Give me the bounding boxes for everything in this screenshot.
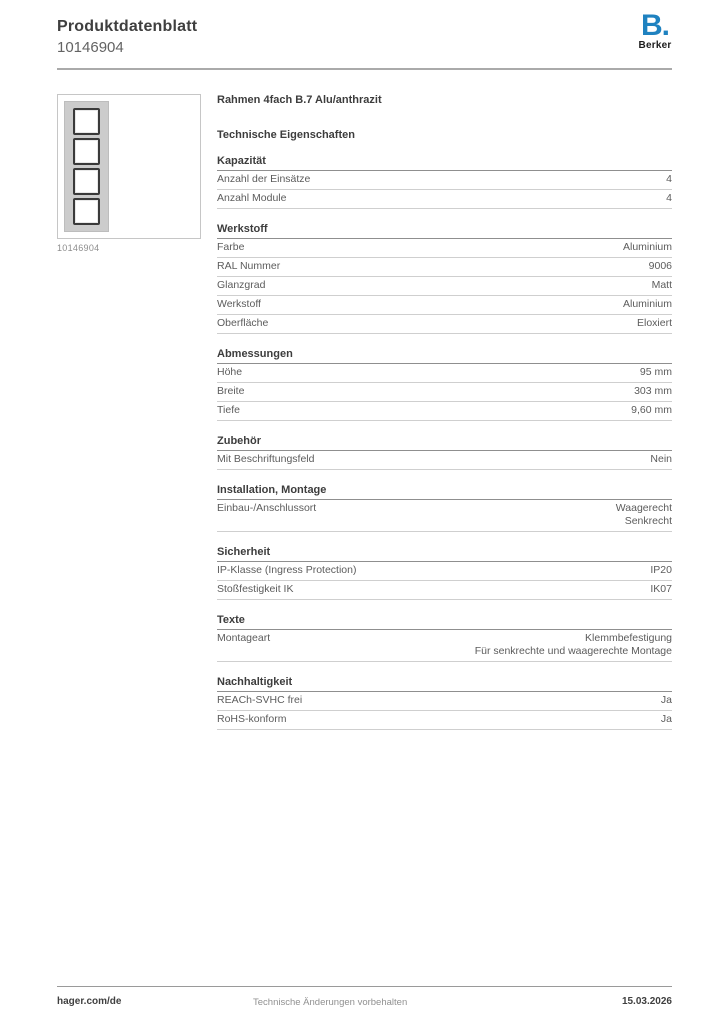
spec-row — [217, 451, 672, 470]
page-title: Produktdatenblatt — [57, 18, 198, 35]
spec-row — [217, 562, 672, 581]
spec-value — [650, 564, 672, 577]
spec-value — [623, 298, 672, 311]
berker-logo-mark: B. — [641, 9, 669, 42]
spec-label: Glanzgrad — [217, 279, 266, 291]
spec-row — [217, 692, 672, 711]
spec-value-line: IK07 — [650, 583, 672, 595]
spec-value-line: Aluminium — [622, 241, 672, 253]
spec-label: Stoßfestigkeit IK — [217, 583, 294, 595]
spec-section — [217, 222, 672, 334]
spec-section — [217, 545, 672, 600]
spec-label: Höhe — [217, 366, 243, 378]
footer-website-link[interactable]: hager.com/de — [57, 996, 122, 1007]
berker-logo — [632, 9, 678, 51]
footer-disclaimer: Technische Änderungen vorbehalten — [253, 997, 408, 1008]
spec-section — [217, 613, 672, 662]
header-divider — [57, 68, 672, 70]
spec-value-line: Für senkrechte und waagerechte Montage — [474, 645, 672, 657]
spec-label: Farbe — [217, 241, 245, 253]
spec-value — [475, 632, 672, 658]
spec-row — [217, 190, 672, 209]
spec-label: RAL Nummer — [217, 260, 281, 272]
spec-label: Tiefe — [217, 404, 240, 416]
spec-value — [661, 694, 672, 707]
spec-value — [650, 583, 672, 596]
spec-row — [217, 500, 672, 532]
spec-value — [666, 192, 672, 205]
section-title: Kapazität — [217, 154, 672, 171]
spec-label: Werkstoff — [217, 298, 261, 310]
product-title: Rahmen 4fach B.7 Alu/anthrazit — [217, 94, 382, 106]
product-number: 10146904 — [57, 39, 124, 56]
spec-section — [217, 434, 672, 470]
document-header — [57, 18, 197, 56]
spec-value — [652, 279, 672, 292]
spec-row — [217, 402, 672, 421]
product-frame-plate — [64, 101, 109, 232]
spec-section — [217, 483, 672, 532]
spec-row — [217, 171, 672, 190]
spec-value-line: Waagerecht — [615, 502, 672, 514]
section-title: Abmessungen — [217, 347, 672, 364]
spec-label: IP-Klasse (Ingress Protection) — [217, 564, 357, 576]
spec-row — [217, 581, 672, 600]
spec-row — [217, 364, 672, 383]
spec-value — [666, 173, 672, 186]
berker-logo-name: Berker — [638, 40, 672, 51]
spec-label: Einbau-/Anschlussort — [217, 502, 317, 514]
spec-label: Oberfläche — [217, 317, 269, 329]
spec-value — [637, 317, 672, 330]
spec-value — [640, 366, 672, 379]
spec-label: Montageart — [217, 632, 271, 644]
spec-row — [217, 315, 672, 334]
spec-row — [217, 630, 672, 662]
spec-value-line: Ja — [660, 713, 672, 725]
spec-value — [634, 385, 672, 398]
footer-date: 15.03.2026 — [621, 996, 672, 1007]
spec-value-line: 4 — [666, 173, 672, 185]
section-title: Zubehör — [217, 434, 672, 451]
spec-row — [217, 258, 672, 277]
section-title: Texte — [217, 613, 672, 630]
spec-value-line: Senkrecht — [624, 515, 672, 527]
spec-value-line: Eloxiert — [636, 317, 672, 329]
spec-value-line: Ja — [660, 694, 672, 706]
spec-section — [217, 675, 672, 730]
product-image — [57, 94, 201, 239]
section-title: Nachhaltigkeit — [217, 675, 672, 692]
spec-value — [616, 502, 672, 528]
spec-value-line: 95 mm — [639, 366, 672, 378]
spec-value-line: Aluminium — [622, 298, 672, 310]
spec-value — [649, 260, 672, 273]
spec-label: Anzahl der Einsätze — [217, 173, 311, 185]
spec-sections — [217, 154, 672, 730]
spec-row — [217, 383, 672, 402]
section-title: Installation, Montage — [217, 483, 672, 500]
spec-value — [631, 404, 672, 417]
spec-value-line: 4 — [666, 192, 672, 204]
spec-row — [217, 296, 672, 315]
spec-row — [217, 711, 672, 730]
spec-value-line: 9,60 mm — [631, 404, 672, 416]
spec-heading: Technische Eigenschaften — [217, 129, 355, 141]
frame-opening — [73, 168, 100, 195]
spec-value-line: 9006 — [648, 260, 672, 272]
spec-column — [217, 94, 672, 730]
spec-section — [217, 347, 672, 421]
spec-label: RoHS-konform — [217, 713, 287, 725]
spec-value — [650, 453, 672, 466]
spec-value — [661, 713, 672, 726]
section-title: Sicherheit — [217, 545, 672, 562]
spec-label: Anzahl Module — [217, 192, 287, 204]
spec-row — [217, 239, 672, 258]
spec-value — [623, 241, 672, 254]
spec-value-line: 303 mm — [634, 385, 672, 397]
spec-value-line: Nein — [650, 453, 672, 465]
frame-opening — [73, 108, 100, 135]
section-title: Werkstoff — [217, 222, 672, 239]
spec-value-line: Klemmbefestigung — [585, 632, 672, 644]
spec-value-line: Matt — [651, 279, 672, 291]
product-image-caption: 10146904 — [57, 243, 100, 253]
spec-section — [217, 154, 672, 209]
spec-label: Breite — [217, 385, 245, 397]
spec-row — [217, 277, 672, 296]
frame-opening — [73, 138, 100, 165]
spec-label: REACh-SVHC frei — [217, 694, 303, 706]
footer-divider — [57, 986, 672, 987]
spec-value-line: IP20 — [650, 564, 672, 576]
spec-label: Mit Beschriftungsfeld — [217, 453, 315, 465]
frame-opening — [73, 198, 100, 225]
